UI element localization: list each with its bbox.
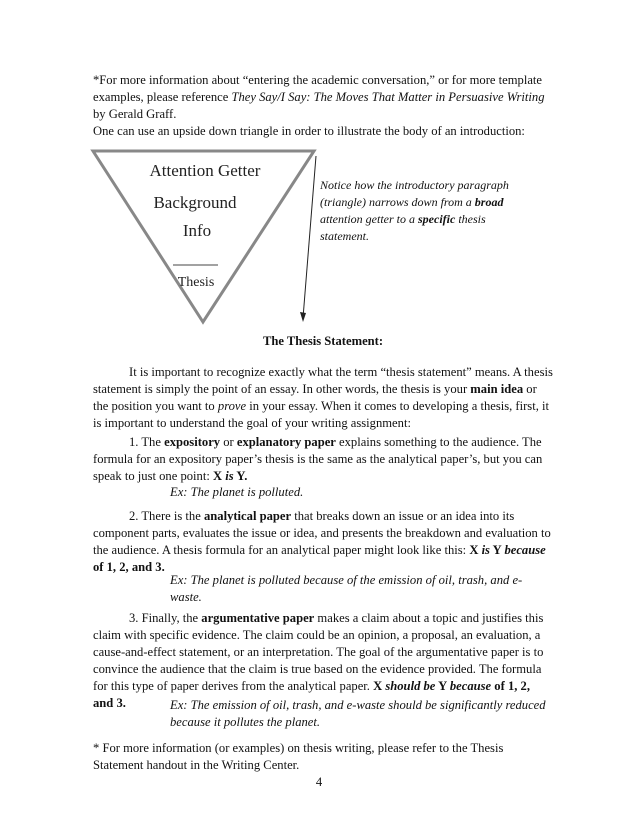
triangle-note: [320, 177, 535, 245]
i1-or: or: [220, 435, 237, 449]
intro-paragraph: [93, 72, 553, 140]
narrowing-arrow: [303, 156, 316, 318]
i1-expository: expository: [164, 435, 221, 449]
note-text-3: thesis statement.: [320, 212, 486, 243]
i2-fbecause: because: [504, 543, 546, 557]
i1-fy: Y.: [233, 469, 248, 483]
intro-line-2: examples, please reference: [93, 90, 232, 104]
analytical-paragraph: [93, 508, 553, 576]
expository-paragraph: [93, 434, 553, 485]
label-background: Background: [153, 193, 237, 212]
note-broad: broad: [474, 195, 504, 209]
i2-analytical: analytical paper: [203, 509, 292, 523]
p1-a: It is important to recognize exactly what the term “thesis statement” means. A thesis statement is simply the point of an essay. In other words, the thesis is your: [93, 365, 553, 396]
i3-fshould: should be: [385, 679, 436, 693]
i3-argumentative: argumentative paper: [201, 611, 315, 625]
footer-note: * For more information (or examples) on thesis writing, please refer to the Thesis Statement handout in the Writing Center.: [93, 741, 504, 772]
p1-prove: prove: [217, 399, 247, 413]
i3-f2: Y: [435, 679, 450, 693]
intro-line-4: One can use an upside down triangle in order to illustrate the body of an introduction:: [93, 124, 525, 138]
note-text-1: Notice how the introductory paragraph (triangle) narrows down from a: [320, 178, 509, 209]
i3-f1: X: [373, 679, 386, 693]
p1-main-idea: main idea: [470, 382, 524, 396]
i3-f3: of 1, 2, and 3.: [93, 679, 530, 710]
thesis-intro-paragraph: [93, 364, 553, 432]
i2-f3: of 1, 2, and 3.: [93, 560, 165, 574]
argumentative-example: Ex: The emission of oil, trash, and e-waste should be significantly reduced because it pollutes the planet.: [170, 698, 546, 729]
i2-f1: X: [469, 543, 482, 557]
section-heading: The Thesis Statement:: [262, 334, 384, 348]
i1-explanatory: explanatory paper: [236, 435, 336, 449]
i1-fx: X: [212, 469, 226, 483]
intro-line-1: *For more information about “entering the academic conversation,” or for more template: [93, 73, 543, 87]
note-text-2: attention getter to a: [320, 212, 418, 226]
i3-fbecause: because: [449, 679, 492, 693]
intro-line-3: by Gerald Graff.: [93, 107, 177, 121]
i3-b: makes a claim about a topic and justifies this claim with specific evidence. The claim could be an opinion, a proposal, an evaluation, a cause-and-effect statement, or an interpretation. The goal of the argumentative paper is to convince the audience that the claim is true based on the evidence provided. The formula for this type of paper derives from the analytical paper.: [93, 611, 544, 693]
p1-c: in your essay. When it comes to developing a thesis, first, it is important to understand the goal of your writing assignment:: [93, 399, 550, 430]
page-number: 4: [315, 775, 323, 789]
i1-formula: [213, 469, 247, 483]
label-info: Info: [182, 221, 212, 240]
i3-a: 3. Finally, the: [129, 611, 202, 625]
i2-fis: is: [481, 543, 490, 557]
analytical-example: Ex: The planet is polluted because of the emission of oil, trash, and e-waste.: [170, 573, 523, 604]
i2-f2: Y: [489, 543, 505, 557]
arrow-head-icon: [300, 312, 306, 322]
i1-b: explains something to the audience. The formula for an expository paper’s thesis is the same as the analytical paper’s, but you can speak to just one point:: [93, 435, 543, 483]
i2-b: that breaks down an issue or an idea into its component parts, evaluates the issue or idea, and presents the breakdown and evaluation to the audience. A thesis formula for an analytical paper might look like this:: [93, 509, 551, 557]
label-attention-getter: Attention Getter: [149, 161, 261, 180]
expository-example: Ex: The planet is polluted.: [170, 485, 304, 499]
i1-fis: is: [225, 469, 234, 483]
i2-a: 2. There is the: [129, 509, 204, 523]
i1-a: 1. The: [129, 435, 165, 449]
p1-b: or the position you want to: [93, 382, 537, 413]
inverted-triangle-diagram: [90, 148, 320, 328]
book-title: They Say/I Say: The Moves That Matter in Persuasive Writing: [231, 90, 545, 104]
label-thesis: Thesis: [177, 275, 215, 290]
note-specific: specific: [418, 212, 456, 226]
